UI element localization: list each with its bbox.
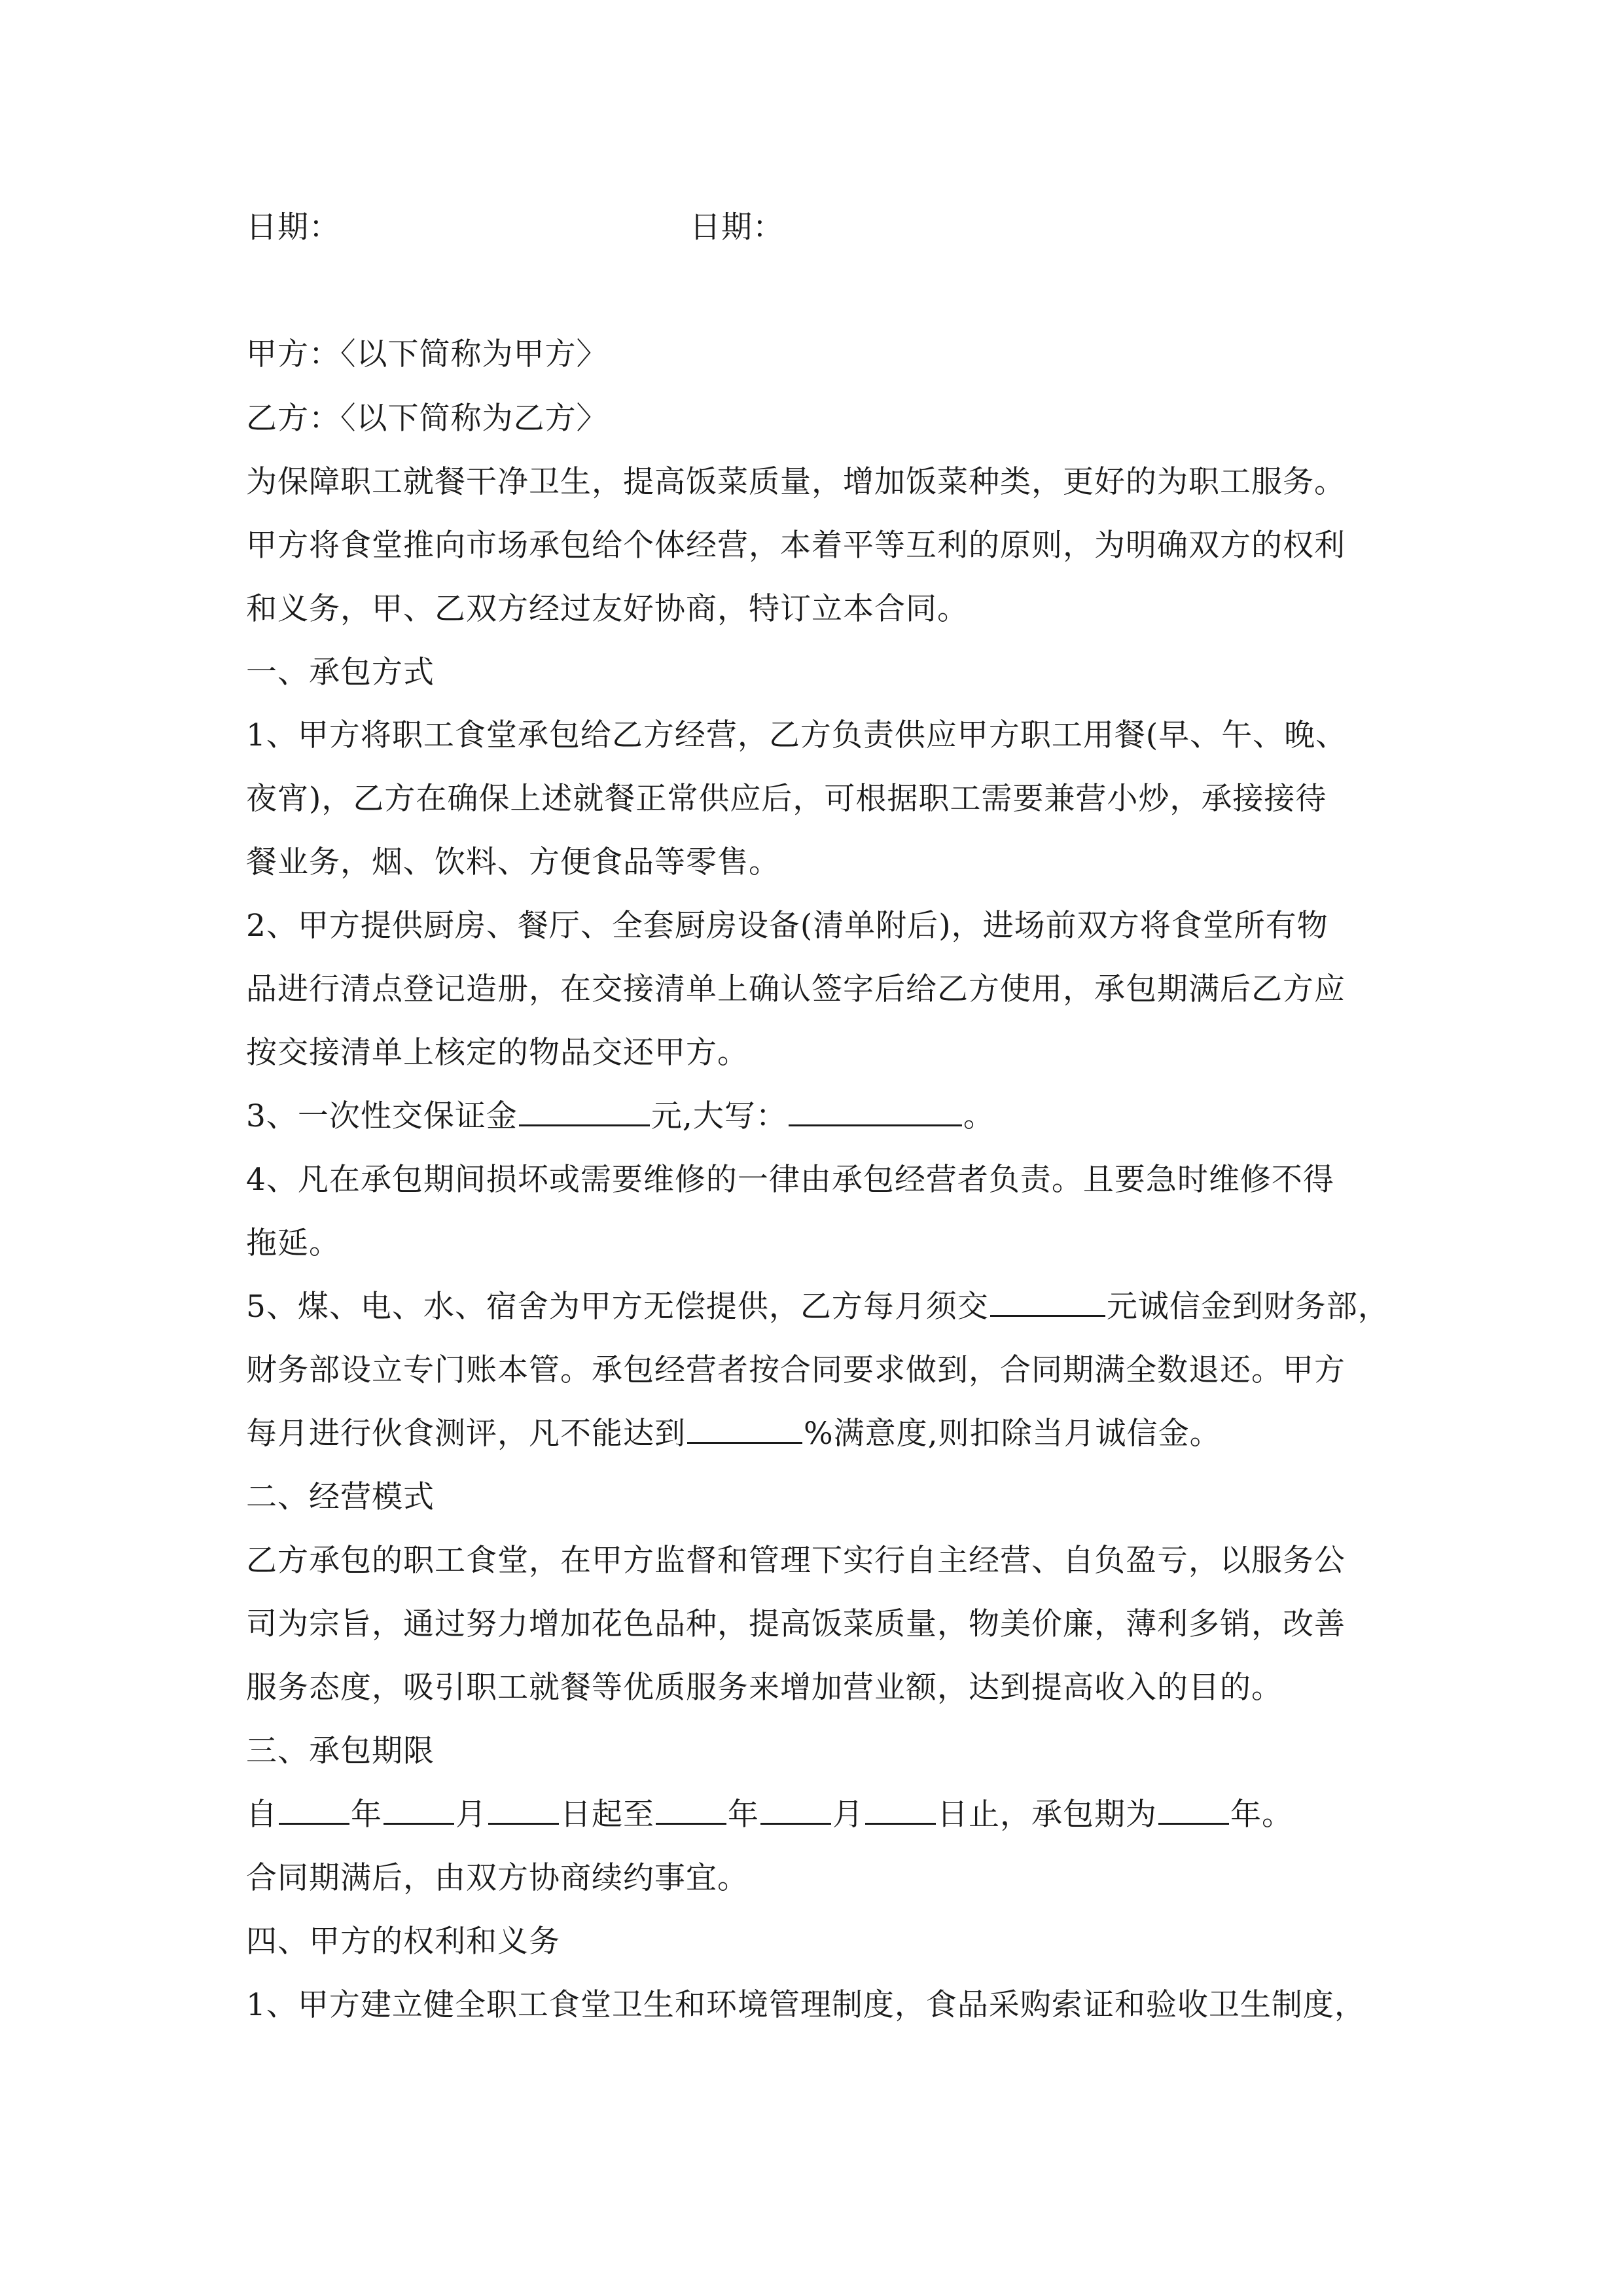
clause-line: 司为宗旨，通过努力增加花色品种，提高饭菜质量，物美价廉，薄利多销，改善 bbox=[246, 1606, 1346, 1642]
intro-line: 和义务，甲、乙双方经过友好协商，特订立本合同。 bbox=[246, 591, 969, 627]
party-b: 乙方：〈以下简称为乙方〉 bbox=[246, 401, 608, 437]
start-month-blank[interactable] bbox=[383, 1795, 454, 1825]
clause-line: 1、甲方建立健全职工食堂卫生和环境管理制度，食品采购索证和验收卫生制度， bbox=[246, 1987, 1366, 2023]
period-mark: 。 bbox=[963, 1098, 995, 1134]
clause-line: 1、甲方将职工食堂承包给乙方经营，乙方负责供应甲方职工用餐(早、午、晚、 bbox=[246, 717, 1347, 753]
day-label: 日起至 bbox=[560, 1797, 654, 1833]
clause-line: 服务态度，吸引职工就餐等优质服务来增加营业额，达到提高收入的目的。 bbox=[246, 1670, 1283, 1706]
party-a: 甲方：〈以下简称为甲方〉 bbox=[246, 336, 608, 372]
clause-line: 按交接清单上核定的物品交还甲方。 bbox=[246, 1035, 749, 1071]
start-day-blank[interactable] bbox=[488, 1795, 559, 1825]
month-label: 月 bbox=[455, 1797, 487, 1833]
satisfaction-clause bbox=[246, 1414, 1221, 1454]
deposit-amount-blank[interactable] bbox=[519, 1097, 650, 1126]
year-label: 年 bbox=[351, 1797, 382, 1833]
honesty-tail: 元诚信金到财务部， bbox=[1106, 1289, 1389, 1325]
honesty-amount-blank[interactable] bbox=[990, 1287, 1105, 1317]
honesty-deposit-clause bbox=[246, 1287, 1389, 1327]
start-year-blank[interactable] bbox=[279, 1795, 349, 1825]
deposit-capital-blank[interactable] bbox=[789, 1097, 962, 1126]
section-heading: 一、承包方式 bbox=[246, 655, 435, 691]
honesty-label: 5、煤、电、水、宿舍为甲方无偿提供，乙方每月须交 bbox=[246, 1289, 989, 1325]
section-heading: 二、经营模式 bbox=[246, 1479, 435, 1515]
term-years-blank[interactable] bbox=[1158, 1795, 1229, 1825]
month-label: 月 bbox=[832, 1797, 864, 1833]
intro-line: 为保障职工就餐干净卫生，提高饭菜质量，增加饭菜种类，更好的为职工服务。 bbox=[246, 464, 1346, 500]
satisfaction-tail: %满意度,则扣除当月诚信金。 bbox=[804, 1416, 1221, 1452]
contract-page bbox=[246, 0, 1391, 2296]
date-line bbox=[246, 208, 784, 247]
end-year-blank[interactable] bbox=[656, 1795, 726, 1825]
clause-line: 乙方承包的职工食堂，在甲方监督和管理下实行自主经营、自负盈亏，以服务公 bbox=[246, 1543, 1346, 1579]
year-label: 年 bbox=[728, 1797, 759, 1833]
deposit-label: 3、一次性交保证金 bbox=[246, 1098, 518, 1134]
section-heading: 四、甲方的权利和义务 bbox=[246, 1924, 560, 1960]
years-label: 年。 bbox=[1230, 1797, 1293, 1833]
intro-line: 甲方将食堂推向市场承包给个体经营，本着平等互利的原则，为明确双方的权利 bbox=[246, 528, 1346, 564]
clause-line: 拖延。 bbox=[246, 1225, 340, 1261]
term-from: 自 bbox=[246, 1797, 277, 1833]
clause-line: 餐业务，烟、饮料、方便食品等零售。 bbox=[246, 844, 780, 880]
satisfaction-percent-blank[interactable] bbox=[687, 1414, 802, 1444]
date-left: 日期： bbox=[246, 209, 340, 245]
satisfaction-label: 每月进行伙食测评，凡不能达到 bbox=[246, 1416, 686, 1452]
clause-line: 4、凡在承包期间损坏或需要维修的一律由承包经营者负责。且要急时维修不得 bbox=[246, 1162, 1334, 1198]
clause-line: 财务部设立专门账本管。承包经营者按合同要求做到，合同期满全数退还。甲方 bbox=[246, 1352, 1346, 1388]
term-clause bbox=[246, 1795, 1293, 1835]
clause-line: 夜宵)，乙方在确保上述就餐正常供应后，可根据职工需要兼营小炒，承接接待 bbox=[246, 781, 1327, 817]
term-length-label: 日止，承包期为 bbox=[937, 1797, 1157, 1833]
clause-line: 品进行清点登记造册，在交接清单上确认签字后给乙方使用，承包期满后乙方应 bbox=[246, 971, 1346, 1007]
end-month-blank[interactable] bbox=[760, 1795, 831, 1825]
clause-line: 合同期满后，由双方协商续约事宜。 bbox=[246, 1860, 749, 1896]
deposit-clause bbox=[246, 1097, 995, 1136]
end-day-blank[interactable] bbox=[865, 1795, 936, 1825]
date-right: 日期： bbox=[690, 209, 784, 245]
clause-line: 2、甲方提供厨房、餐厅、全套厨房设备(清单附后)，进场前双方将食堂所有物 bbox=[246, 908, 1329, 944]
deposit-capital-label: 元,大写： bbox=[651, 1098, 787, 1134]
section-heading: 三、承包期限 bbox=[246, 1733, 435, 1769]
